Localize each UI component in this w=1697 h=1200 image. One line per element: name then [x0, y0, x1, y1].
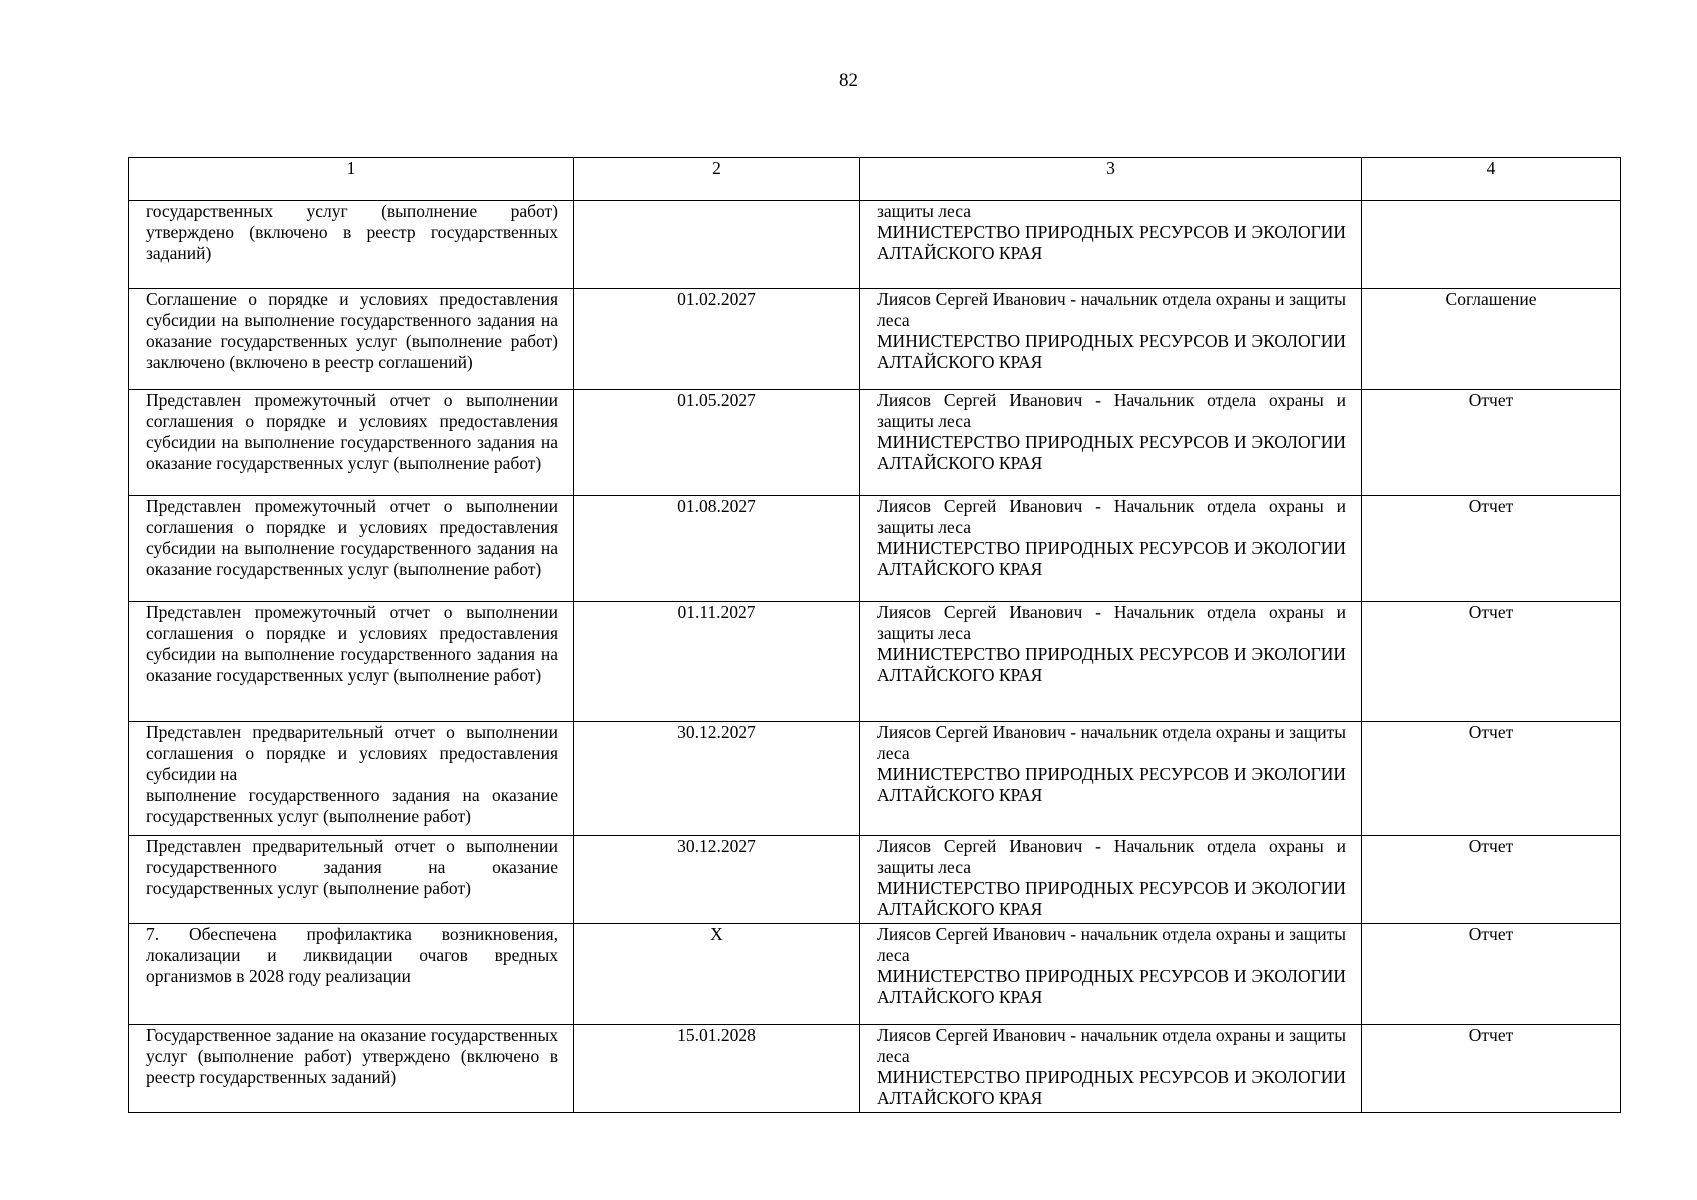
event-cell — [129, 836, 574, 924]
event-cell — [129, 390, 574, 496]
responsible-person: Лиясов Сергей Иванович - начальник отдела охраны и защиты леса — [877, 289, 1346, 330]
table-row — [129, 602, 1621, 722]
table-row — [129, 836, 1621, 924]
responsible-org: МИНИСТЕРСТВО ПРИРОДНЫХ РЕСУРСОВ И ЭКОЛОГИИ АЛТАЙСКОГО КРАЯ — [877, 878, 1346, 919]
event-text: Представлен промежуточный отчет о выполнении соглашения о порядке и условиях предоставления субсидии на выполнение государственного задания на оказание государственных услуг (выполнение работ) — [146, 390, 558, 473]
table-row — [129, 201, 1621, 289]
date-cell: 01.05.2027 — [574, 390, 860, 496]
document-cell: Соглашение — [1362, 289, 1621, 390]
event-cell — [129, 289, 574, 390]
responsible-person: Лиясов Сергей Иванович - Начальник отдела охраны и защиты леса — [877, 602, 1346, 643]
document-cell — [1362, 201, 1621, 289]
responsible-person: Лиясов Сергей Иванович - начальник отдела охраны и защиты леса — [877, 924, 1346, 965]
table-row — [129, 924, 1621, 1025]
date-cell — [574, 201, 860, 289]
document-cell: Отчет — [1362, 390, 1621, 496]
responsible-cell — [860, 1025, 1362, 1113]
responsible-person: защиты леса — [877, 201, 971, 221]
event-text: Представлен промежуточный отчет о выполнении соглашения о порядке и условиях предоставления субсидии на выполнение государственного задания на оказание государственных услуг (выполнение работ) — [146, 496, 558, 579]
responsible-cell — [860, 289, 1362, 390]
event-cell — [129, 602, 574, 722]
table-row — [129, 1025, 1621, 1113]
page-number: 82 — [839, 70, 858, 91]
date-cell: 30.12.2027 — [574, 836, 860, 924]
event-text: Государственное задание на оказание государственных услуг (выполнение работ) утверждено (включено в реестр государственных заданий) — [146, 1025, 558, 1087]
event-cell — [129, 1025, 574, 1113]
table-row — [129, 289, 1621, 390]
date-cell: 30.12.2027 — [574, 722, 860, 836]
column-header-1: 1 — [129, 158, 574, 201]
responsible-cell — [860, 924, 1362, 1025]
responsible-org: МИНИСТЕРСТВО ПРИРОДНЫХ РЕСУРСОВ И ЭКОЛОГИИ АЛТАЙСКОГО КРАЯ — [877, 331, 1346, 372]
event-cell — [129, 924, 574, 1025]
responsible-person: Лиясов Сергей Иванович - начальник отдела охраны и защиты леса — [877, 1025, 1346, 1066]
document-cell: Отчет — [1362, 1025, 1621, 1113]
responsible-cell — [860, 722, 1362, 836]
date-cell: X — [574, 924, 860, 1025]
responsible-cell — [860, 390, 1362, 496]
date-cell: 01.08.2027 — [574, 496, 860, 602]
event-text: Представлен промежуточный отчет о выполнении соглашения о порядке и условиях предоставления субсидии на выполнение государственного задания на оказание государственных услуг (выполнение работ) — [146, 602, 558, 685]
event-cell — [129, 496, 574, 602]
event-text: государственных услуг (выполнение работ) утверждено (включено в реестр государственных заданий) — [146, 201, 558, 263]
responsible-org: МИНИСТЕРСТВО ПРИРОДНЫХ РЕСУРСОВ И ЭКОЛОГИИ АЛТАЙСКОГО КРАЯ — [877, 432, 1346, 473]
table-header-row — [129, 158, 1621, 201]
column-header-4: 4 — [1362, 158, 1621, 201]
responsible-org: МИНИСТЕРСТВО ПРИРОДНЫХ РЕСУРСОВ И ЭКОЛОГИИ АЛТАЙСКОГО КРАЯ — [877, 222, 1346, 263]
date-cell: 01.02.2027 — [574, 289, 860, 390]
document-cell: Отчет — [1362, 496, 1621, 602]
document-cell: Отчет — [1362, 722, 1621, 836]
responsible-org: МИНИСТЕРСТВО ПРИРОДНЫХ РЕСУРСОВ И ЭКОЛОГИИ АЛТАЙСКОГО КРАЯ — [877, 764, 1346, 805]
responsible-person: Лиясов Сергей Иванович - Начальник отдела охраны и защиты леса — [877, 390, 1346, 431]
date-cell: 15.01.2028 — [574, 1025, 860, 1113]
event-cell — [129, 722, 574, 836]
event-text: Представлен предварительный отчет о выполнении соглашения о порядке и условиях предоставления субсидии на выполнение государственного задания на оказание государственных услуг (выполнение работ) — [146, 722, 558, 826]
table-row — [129, 496, 1621, 602]
table-row — [129, 390, 1621, 496]
responsible-org: МИНИСТЕРСТВО ПРИРОДНЫХ РЕСУРСОВ И ЭКОЛОГИИ АЛТАЙСКОГО КРАЯ — [877, 966, 1346, 1007]
event-text: Соглашение о порядке и условиях предоставления субсидии на выполнение государственного задания на оказание государственных услуг (выполнение работ) заключено (включено в реестр соглашений) — [146, 289, 558, 372]
event-text: 7. Обеспечена профилактика возникновения, локализации и ликвидации очагов вредных организмов в 2028 году реализации — [146, 924, 558, 986]
document-cell: Отчет — [1362, 836, 1621, 924]
event-cell — [129, 201, 574, 289]
responsible-person: Лиясов Сергей Иванович - Начальник отдела охраны и защиты леса — [877, 496, 1346, 537]
responsible-cell — [860, 602, 1362, 722]
responsible-person: Лиясов Сергей Иванович - Начальник отдела охраны и защиты леса — [877, 836, 1346, 877]
responsible-cell — [860, 201, 1362, 289]
responsible-org: МИНИСТЕРСТВО ПРИРОДНЫХ РЕСУРСОВ И ЭКОЛОГИИ АЛТАЙСКОГО КРАЯ — [877, 644, 1346, 685]
responsible-person: Лиясов Сергей Иванович - начальник отдела охраны и защиты леса — [877, 722, 1346, 763]
document-cell: Отчет — [1362, 602, 1621, 722]
responsible-org: МИНИСТЕРСТВО ПРИРОДНЫХ РЕСУРСОВ И ЭКОЛОГИИ АЛТАЙСКОГО КРАЯ — [877, 1067, 1346, 1108]
date-cell: 01.11.2027 — [574, 602, 860, 722]
column-header-3: 3 — [860, 158, 1362, 201]
responsible-org: МИНИСТЕРСТВО ПРИРОДНЫХ РЕСУРСОВ И ЭКОЛОГИИ АЛТАЙСКОГО КРАЯ — [877, 538, 1346, 579]
event-text: Представлен предварительный отчет о выполнении государственного задания на оказание государственных услуг (выполнение работ) — [146, 836, 558, 898]
document-cell: Отчет — [1362, 924, 1621, 1025]
plan-table — [128, 157, 1621, 1113]
responsible-cell — [860, 496, 1362, 602]
responsible-cell — [860, 836, 1362, 924]
table-row — [129, 722, 1621, 836]
column-header-2: 2 — [574, 158, 860, 201]
